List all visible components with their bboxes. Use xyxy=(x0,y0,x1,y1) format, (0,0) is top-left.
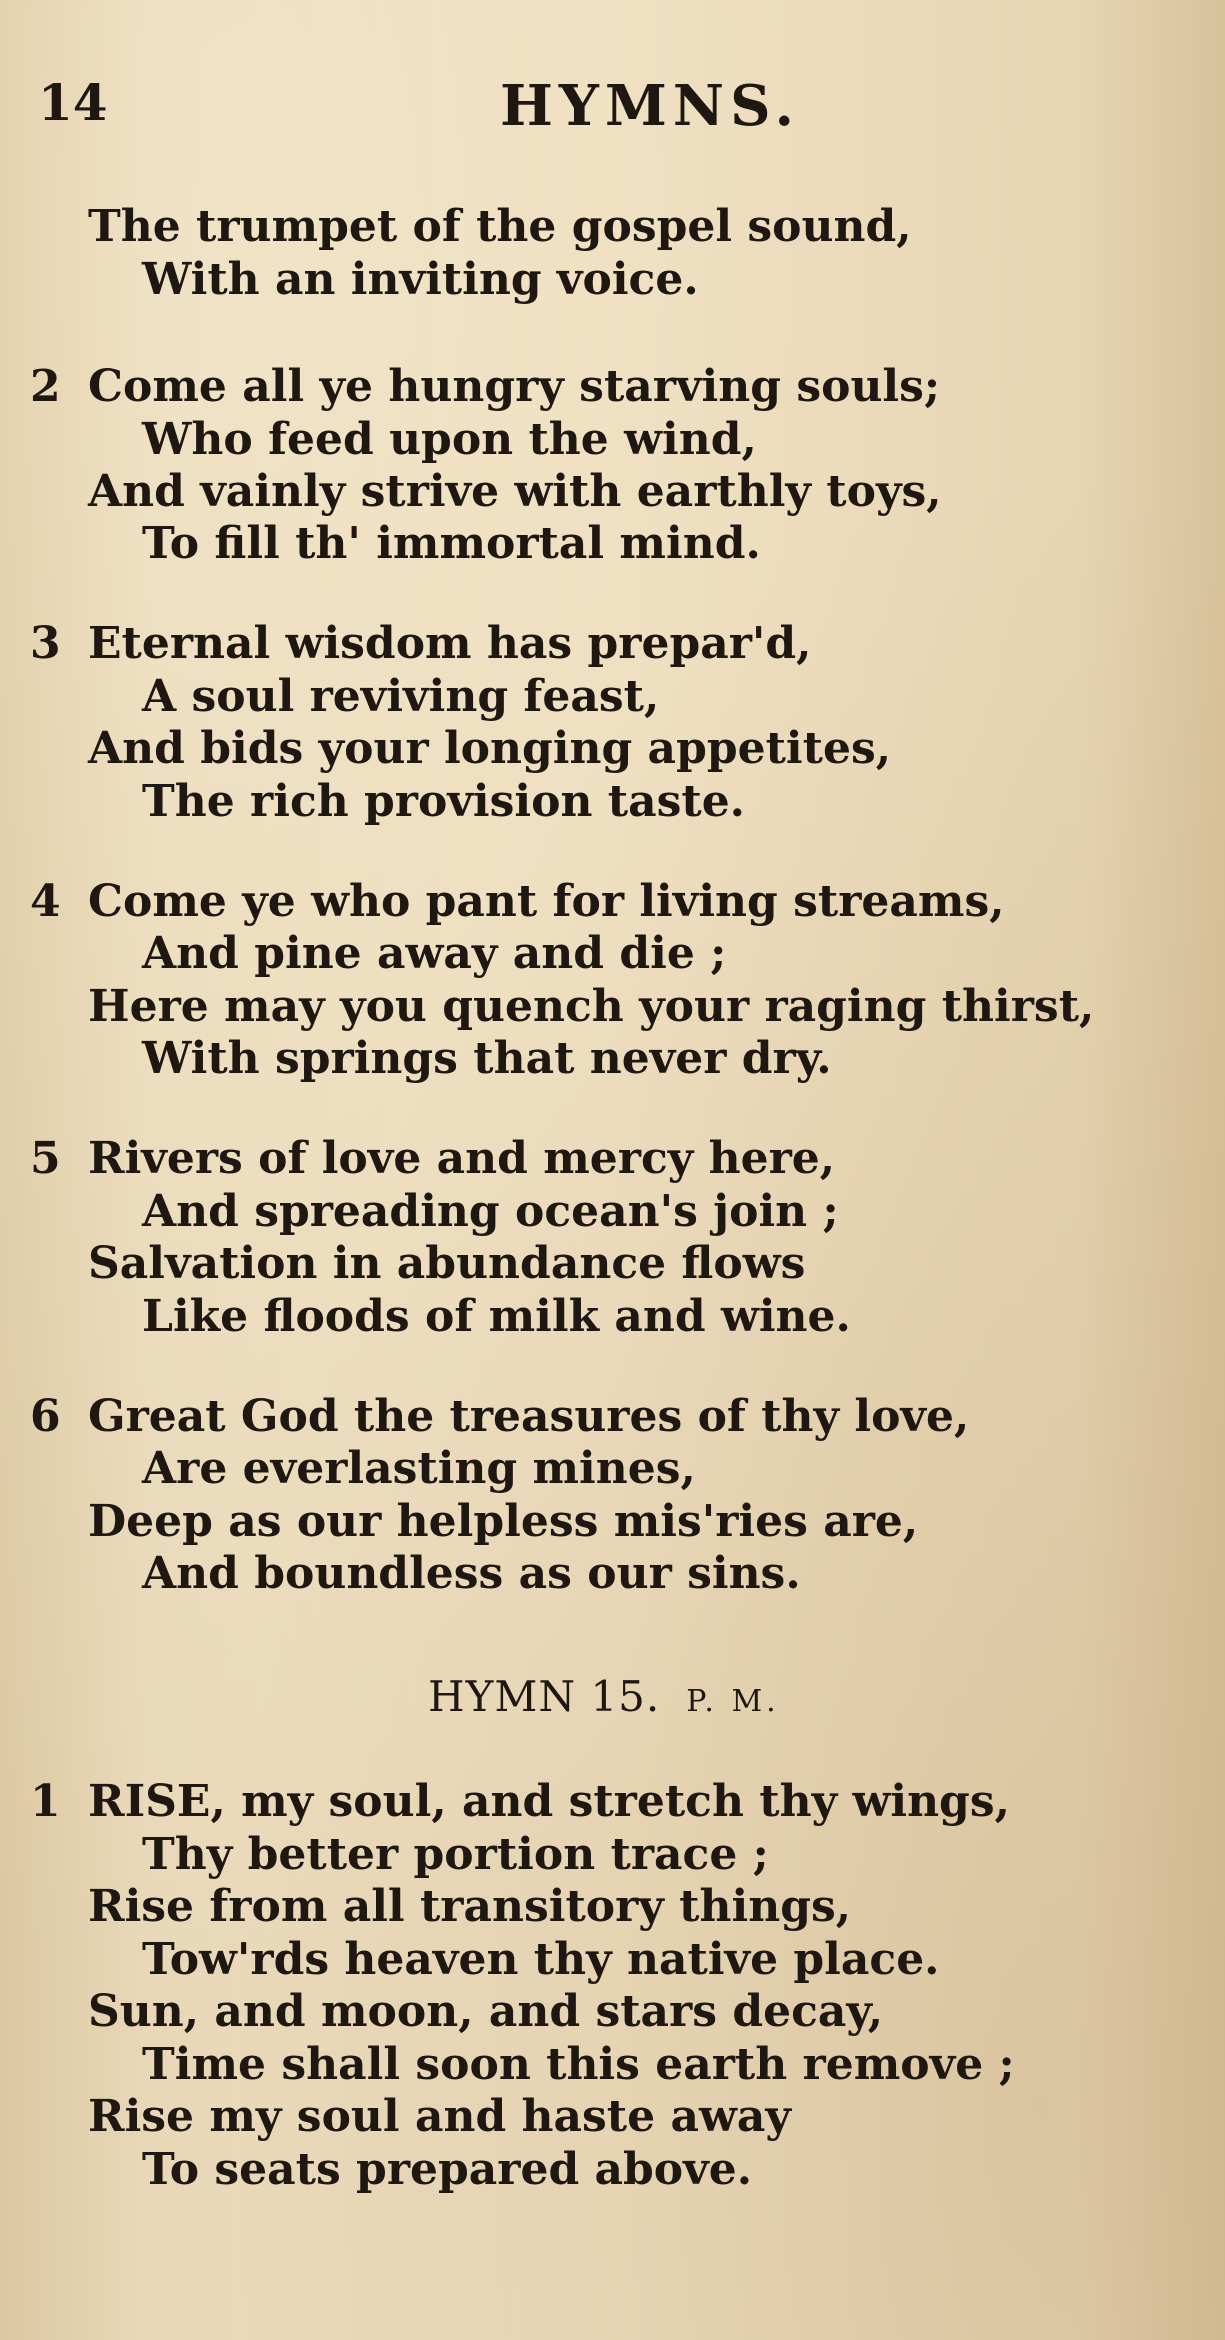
verse-line: With springs that never dry. xyxy=(142,1033,832,1084)
verse-line: Eternal wisdom has prepar'd, xyxy=(88,618,812,669)
verse-line: And pine away and die ; xyxy=(142,928,727,979)
verse-line: Time shall soon this earth remove ; xyxy=(142,2039,1015,2090)
verse-line: And bids your longing appetites, xyxy=(88,723,892,774)
verse-line: RISE, my soul, and stretch thy wings, xyxy=(88,1776,1010,1827)
verse-line: Salvation in abundance flows xyxy=(88,1238,806,1289)
hymn-heading xyxy=(428,1672,780,1721)
stanza-number: 1 xyxy=(30,1776,61,1827)
verse-line: Rise my soul and haste away xyxy=(88,2091,791,2142)
verse-line: Tow'rds heaven thy native place. xyxy=(142,1934,940,1985)
verse-line: Are everlasting mines, xyxy=(142,1443,696,1494)
verse-line: Come all ye hungry starving souls; xyxy=(88,361,941,412)
verse-line: Rivers of love and mercy here, xyxy=(88,1133,836,1184)
stanza-number: 5 xyxy=(30,1133,61,1184)
verse-line: And vainly strive with earthly toys, xyxy=(88,466,942,517)
verse-line: Sun, and moon, and stars decay, xyxy=(88,1986,884,2037)
verse-line: The rich provision taste. xyxy=(142,776,746,827)
running-head: HYMNS. xyxy=(500,73,801,139)
verse-line: Deep as our helpless mis'ries are, xyxy=(88,1496,919,1547)
stanza-number: 2 xyxy=(30,361,61,412)
verse-line: And boundless as our sins. xyxy=(142,1548,801,1599)
verse-line: Great God the treasures of thy love, xyxy=(88,1391,970,1442)
verse-line: Thy better portion trace ; xyxy=(142,1829,769,1880)
hymn-meter: P. M. xyxy=(686,1684,780,1719)
verse-line: With an inviting voice. xyxy=(142,254,699,305)
verse-line: To fill th' immortal mind. xyxy=(142,518,761,569)
verse-line: Rise from all transitory things, xyxy=(88,1881,852,1932)
verse-line: Here may you quench your raging thirst, xyxy=(88,981,1095,1032)
verse-line: And spreading ocean's join ; xyxy=(142,1186,839,1237)
page-number: 14 xyxy=(38,73,108,132)
stanza-number: 3 xyxy=(30,618,61,669)
stanza-number: 6 xyxy=(30,1391,61,1442)
verse-line: Who feed upon the wind, xyxy=(142,414,757,465)
verse-line: Come ye who pant for living streams, xyxy=(88,876,1005,927)
verse-line: A soul reviving feast, xyxy=(142,671,660,722)
hymn-title: HYMN 15. xyxy=(428,1672,661,1721)
verse-line: The trumpet of the gospel sound, xyxy=(88,201,912,252)
stanza-number: 4 xyxy=(30,876,61,927)
verse-line: Like floods of milk and wine. xyxy=(142,1291,851,1342)
verse-line: To seats prepared above. xyxy=(142,2144,753,2195)
